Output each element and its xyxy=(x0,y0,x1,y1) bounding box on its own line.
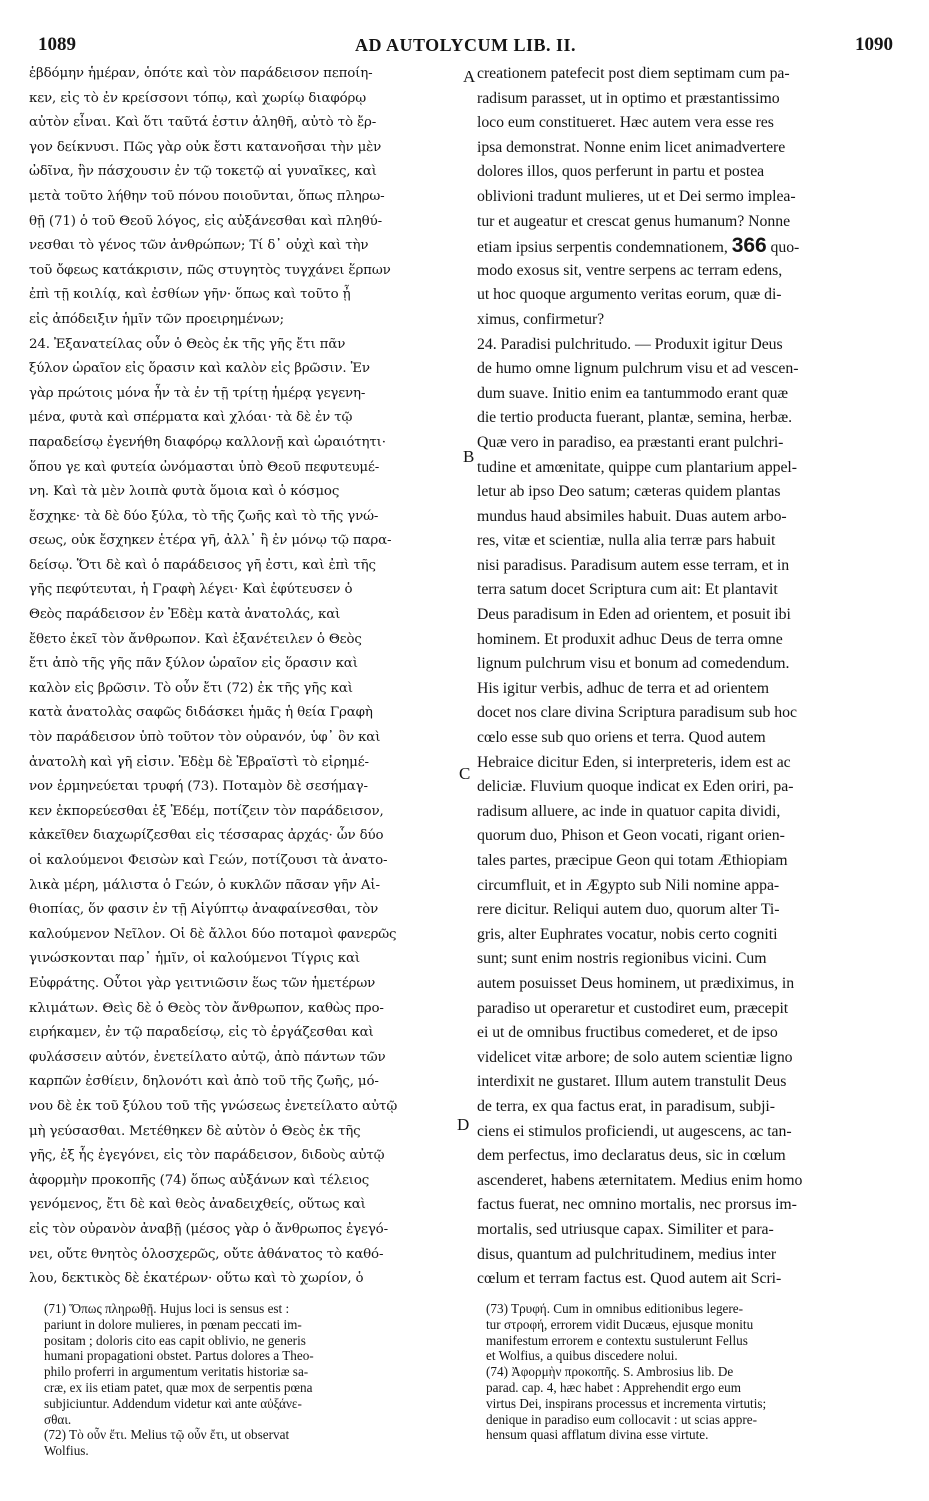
greek-text-line: κατὰ ἀνατολὰς σαφῶς διδάσκει ἡμᾶς ἡ θεία Γραφὴ xyxy=(29,705,373,721)
latin-text-line: gris, alter Euphrates vocatur, nobis certo cogniti xyxy=(477,925,778,943)
latin-text-line: deliciæ. Fluvium quoque indicat ex Eden oriri, pa- xyxy=(477,778,794,796)
greek-text-column xyxy=(29,62,461,1287)
latin-text-line: radisum parasset, ut in optimo et præstantissimo xyxy=(477,89,780,107)
page-number-left: 1089 xyxy=(38,34,76,55)
column-number-marker: 366 xyxy=(731,234,767,258)
greek-text-line: νον ἑρμηνεύεται τρυφή (73). Ποταμὸν δὲ σεσήμαγ- xyxy=(29,779,368,795)
latin-text-line: mortalis, sed utriusque capax. Similiter et para- xyxy=(477,1220,774,1238)
footnote-line: manifestum errorem e contextu sustulerunt Fellus xyxy=(486,1332,748,1348)
latin-text-line: cœlo esse sub quo oriens et terra. Quod autem xyxy=(477,729,766,747)
latin-text-line: modo exosus sit, ventre serpens ac terram edens, xyxy=(477,261,783,279)
latin-text-line: sunt; sunt enim nostris regionibus vicini. Cum xyxy=(477,950,767,968)
latin-text-line: nisi paradisus. Paradisum autem esse terram, et in xyxy=(477,556,790,574)
margin-letter-a: A xyxy=(463,67,476,86)
greek-text-line: ὅπου γε καὶ φυτεία ὠνόμασται ὑπὸ Θεοῦ πεφυτευμέ- xyxy=(29,459,380,475)
latin-text-line: videlicet vitæ arbore; de solo autem scientiæ ligno xyxy=(477,1048,793,1066)
greek-text-line: σεως, οὐκ ἔσχηκεν ἑτέρα γῆ, ἀλλ᾽ ἢ ἐν μόνῳ τῷ παρα- xyxy=(29,533,392,549)
greek-text-line: νει, οὔτε θνητὸς ὁλοσχερῶς, οὔτε ἀθάνατος τὸ καθό- xyxy=(29,1246,384,1262)
latin-text-line: die tertio producta fuerant, plantæ, semina, herbæ. xyxy=(477,409,793,427)
latin-text-line: ipsa demonstrat. Nonne enim licet animadvertere xyxy=(477,138,786,156)
greek-text-line: γὰρ πρώτοις μόνα ἦν τὰ ἐν τῇ τρίτῃ ἡμέρᾳ γεγενη- xyxy=(29,385,366,401)
footnote-line: σθαι. xyxy=(44,1411,72,1427)
greek-text-line: ἀνατολὴ καὶ γῆ εἰσιν. Ἐδὲμ δὲ Ἑβραϊστὶ τὸ εἰρημέ- xyxy=(29,754,369,770)
latin-text-line: Hebraice dicitur Eden, si interpreteris, idem est ac xyxy=(477,753,791,771)
greek-text-line: λου, δεκτικὸς δὲ ἑκατέρων· οὕτω καὶ τὸ χωρίον, ὁ xyxy=(29,1271,364,1287)
greek-text-line: κεν ἐκπορεύεσθαι ἐξ Ἐδέμ, ποτίζειν τὸν παράδεισον, xyxy=(29,803,384,819)
latin-text-line: ciens ei stimulos proficiendi, ut augescens, ac tan- xyxy=(477,1122,792,1140)
greek-text-line: γῆς, ἐξ ἧς ἐγεγόνει, εἰς τὸν παράδεισον, διδοὺς αὐτῷ xyxy=(29,1148,385,1164)
greek-text-line: λικὰ μέρη, μάλιστα ὁ Γεών, ὁ κυκλῶν πᾶσαν γῆν Αἰ- xyxy=(29,877,380,893)
latin-text-line: res, vitæ et scientiæ, nulla alia terræ pars habuit xyxy=(477,532,776,550)
latin-text-line: terra satum docet Scriptura cum ait: Et plantavit xyxy=(477,581,778,599)
greek-text-line: ξύλον ὡραῖον εἰς ὅρασιν καὶ καλὸν εἰς βρῶσιν. Ἐν xyxy=(29,361,370,377)
greek-text-line: ἐπὶ τῇ κοιλίᾳ, καὶ ἐσθίων γῆν· ὅπως καὶ τοῦτο ᾖ xyxy=(29,287,351,303)
greek-text-line: καλὸν εἰς βρῶσιν. Τὸ οὖν ἔτι (72) ἐκ τῆς γῆς καὶ xyxy=(29,680,353,696)
greek-text-line: μένα, φυτὰ καὶ σπέρματα καὶ χλόαι· τὰ δὲ ἐν τῷ xyxy=(29,410,353,426)
footnote-line: subjiciuntur. Addendum videtur καὶ ante αὐξάνε- xyxy=(44,1395,302,1411)
greek-text-line: γῆς πεφύτευται, ἡ Γραφὴ λέγει· Καὶ ἐφύτευσεν ὁ xyxy=(29,582,353,598)
greek-text-line: μὴ γεύσασθαι. Μετέθηκεν δὲ αὐτὸν ὁ Θεὸς ἐκ τῆς xyxy=(29,1123,361,1139)
page-number-right: 1090 xyxy=(855,34,893,55)
greek-text-line: οἱ καλούμενοι Φεισὼν καὶ Γεών, ποτίζουσι τὰ ἀνατο- xyxy=(29,853,388,868)
running-title: AD AUTOLYCUM LIB. II. xyxy=(354,35,577,55)
latin-text-line: tudine et amœnitate, quippe cum plantarium appel- xyxy=(477,458,797,476)
margin-letter-c: C xyxy=(459,764,471,783)
greek-text-line: γον δείκνυσι. Πῶς γὰρ οὐκ ἔστι κατανοῆσαι τὴν μὲν xyxy=(29,139,382,155)
latin-text-line: dolores illos, quos perferunt in partu et postea xyxy=(477,163,765,181)
greek-text-line: παραδείσῳ ἐγενήθη διαφόρῳ καλλονῇ καὶ ὡραιότητι· xyxy=(29,434,386,450)
greek-text-line: θῇ (71) ὁ τοῦ Θεοῦ λόγος, εἰς αὐξάνεσθαι καὶ πληθύ- xyxy=(29,213,382,229)
greek-text-line: Θεὸς παράδεισον ἐν Ἐδὲμ κατὰ ἀνατολάς, καὶ xyxy=(29,607,341,623)
latin-text-line: dem perfectus, imo declaratus deus, sic in cœlum xyxy=(477,1147,786,1165)
greek-text-line: εἰς τὸν οὐρανὸν ἀναβῇ (μέσος γὰρ ὁ ἄνθρωπος ἐγεγό- xyxy=(29,1221,388,1237)
footnote-line: pariunt in dolore mulieres, in pœnam peccati im- xyxy=(44,1316,302,1332)
footnote-line: cræ, ex iis etiam patet, quæ mox de serpentis pœna xyxy=(44,1379,313,1395)
running-header xyxy=(38,34,893,58)
margin-letter-d: D xyxy=(457,1115,470,1134)
latin-text-line: letur ab ipso Deo satum; cæteras quidem plantas xyxy=(477,483,781,501)
latin-text-line: ximus, confirmetur? xyxy=(477,310,605,328)
latin-text-line: oblivioni tradunt mulieres, ut et Dei sermo impleа- xyxy=(477,187,796,205)
greek-text-line: νη. Καὶ τὰ μὲν λοιπὰ φυτὰ ὅμοια καὶ ὁ κόσμος xyxy=(29,484,340,500)
greek-text-line: καρπῶν ἐσθίειν, δηλονότι καὶ ἀπὸ τοῦ τῆς ζωῆς, μό- xyxy=(29,1074,379,1090)
greek-text-line: νου δὲ ἐκ τοῦ ξύλου τοῦ τῆς γνώσεως ἐνετείλατο αὐτῷ xyxy=(29,1098,398,1114)
latin-text-line: tales partes, præcipue Geon qui totam Æthiopiam xyxy=(477,852,788,869)
greek-text-line: γινώσκονται παρ᾽ ἡμῖν, οἱ καλούμενοι Τίγρις καὶ xyxy=(29,951,360,967)
latin-text-line: Deus paradisum in Eden ad orientem, et posuit ibi xyxy=(477,606,791,624)
footnote-line: hensum quasi afflatum divina esse virtute. xyxy=(486,1427,709,1443)
greek-text-line: κἀκεῖθεν διαχωρίζεσθαι εἰς τέσσαρας ἀρχάς· ὧν δύο xyxy=(29,828,384,844)
footnote-line: (72) Τὸ οὖν ἔτι. Melius τῷ οὖν ἔτι, ut observat xyxy=(44,1427,290,1443)
footnote-line: Wolfius. xyxy=(44,1443,89,1459)
margin-letter-b: B xyxy=(463,447,475,466)
greek-text-line: 24. Ἐξανατείλας οὖν ὁ Θεὸς ἐκ τῆς γῆς ἔτι πᾶν xyxy=(29,336,346,352)
latin-text-line: ei ut de omnibus fructibus comederet, et de ipso xyxy=(477,1024,778,1042)
footnote-line: (73) Τρυφή. Cum in omnibus editionibus legere- xyxy=(486,1301,744,1316)
footnote-line: tur στροφή, errorem vidit Ducæus, ejusque monitu xyxy=(486,1316,754,1332)
footnote-line: virtus Dei, inspirans processus et incrementa virtutis; xyxy=(486,1395,767,1411)
latin-text-line: ut hoc quoque argumento veritas eorum, quæ di- xyxy=(477,286,782,304)
latin-text-line: hominem. Et produxit adhuc Deus de terra omne xyxy=(477,630,783,648)
greek-text-line: ἔθετο ἐκεῖ τὸν ἄνθρωπον. Καὶ ἐξανέτειλεν ὁ Θεὸς xyxy=(29,631,362,647)
greek-text-line: τοῦ ὄφεως κατάκρισιν, πῶς στυγητὸς τυγχάνει ἕρπων xyxy=(29,262,391,278)
latin-text-line: factus fuerat, nec omnino mortalis, nec prorsus im- xyxy=(477,1196,797,1214)
footnote-line: positam ; doloris cito eas capit oblivio, ne generis xyxy=(44,1332,306,1348)
latin-text-line: Quæ vero in paradiso, ea præstanti erant pulchri- xyxy=(477,433,784,451)
footnotes-right xyxy=(486,1301,894,1491)
greek-text-line: κεν, εἰς τὸ ἐν κρείσσονι τόπῳ, καὶ χωρίῳ διαφόρῳ xyxy=(29,90,366,106)
latin-text-line: loco eum constitueret. Hæc autem vera esse res xyxy=(477,114,774,132)
greek-text-line: φυλάσσειν αὐτόν, ἐνετείλατο αὐτῷ, ἀπὸ πάντων τῶν xyxy=(29,1049,386,1065)
footnote-line: parad. cap. 4, hæc habet : Apprehendit ergo eum xyxy=(486,1379,741,1395)
latin-text-line: circumfluit, et in Ægypto sub Nili nomine appa- xyxy=(477,876,780,894)
latin-text-line: de terra, ex qua factus erat, in paradisum, subji- xyxy=(477,1097,775,1115)
footnote-line: denique in paradiso eum collocavit : ut scias appre- xyxy=(486,1411,757,1427)
latin-text-line: quorum duo, Phison et Geon vocati, rigant orien- xyxy=(477,827,785,845)
greek-text-line: δείσῳ. Ὅτι δὲ καὶ ὁ παράδεισος γῆ ἐστι, καὶ ἐπὶ τῆς xyxy=(29,557,376,573)
latin-text-line: creationem patefecit post diem septimam cum pa- xyxy=(477,65,790,82)
greek-text-line: κλιμάτων. Θεὶς δὲ ὁ Θεὸς τὸν ἄνθρωπον, καθὼς προ- xyxy=(29,1000,384,1016)
latin-text-line: ascenderet, habens æternitatem. Medius enim homo xyxy=(477,1171,803,1189)
greek-text-line: ἔσχηκε· τὰ δὲ δύο ξύλα, τὸ τῆς ζωῆς καὶ τὸ τῆς γνώ- xyxy=(29,508,379,524)
latin-text-line: disus, quantum ad pulchritudinem, medius inter xyxy=(477,1245,777,1263)
greek-text-line: Εὐφράτης. Οὗτοι γὰρ γειτνιῶσιν ἕως τῶν ἡμετέρων xyxy=(29,975,376,991)
latin-text-line: radisum alluere, ac inde in quatuor capita dividi, xyxy=(477,802,781,820)
greek-text-line: καλούμενον Νεῖλον. Οἱ δὲ ἄλλοι δύο ποταμοὶ φανερῶς xyxy=(29,926,397,942)
greek-text-line: εἰς ἀπόδειξιν ἡμῖν τῶν προειρημένων; xyxy=(29,311,284,327)
greek-text-line: αὐτὸν εἶναι. Καὶ ὅτι ταῦτά ἐστιν ἀληθῆ, αὐτὸ τὸ ἔρ- xyxy=(29,115,377,131)
greek-text-line: τὸν παράδεισον ὑπὸ τοῦτον τὸν οὐρανόν, ὑφ᾽ ὃν καὶ xyxy=(29,730,381,746)
footnote-line: (74) Ἀφορμὴν προκοπῆς. S. Ambrosius lib. De xyxy=(486,1364,734,1380)
greek-text-line: μετὰ τοῦτο λήθην τοῦ πόνου ποιοῦνται, ὅπως πληρω- xyxy=(29,188,385,204)
latin-text-line: cœlum et terram factus est. Quod autem ait Scri- xyxy=(477,1270,782,1287)
latin-text-line: de humo omne lignum pulchrum visu et ad vescen- xyxy=(477,360,799,378)
latin-text-line: autem posuisset Deus hominem, ut prædiximus, in xyxy=(477,974,795,992)
latin-text-line: interdixit ne gustaret. Illum autem transtulit Deus xyxy=(477,1073,787,1091)
greek-text-line: θιοπίας, ὅν φασιν ἐν τῇ Αἰγύπτῳ ἀναφαίνεσθαι, τὸν xyxy=(29,902,379,918)
footnote-line: humani propagationi obstet. Partus dolores a Theo- xyxy=(44,1348,314,1364)
greek-text-line: γενόμενος, ἔτι δὲ καὶ θεὸς ἀναδειχθείς, οὕτως καὶ xyxy=(29,1197,366,1213)
latin-text-line: etiam ipsius serpentis condemnationem, 366 quo- xyxy=(477,234,800,258)
latin-text-line: rere dicitur. Reliqui autem duo, quorum alter Ti- xyxy=(477,901,780,919)
footnote-line: philo proferri in argumentum veritatis historiæ sa- xyxy=(44,1364,309,1380)
latin-text-line: tur et augeatur et crescat genus humanum? Nonne xyxy=(477,212,791,230)
latin-text-line: lignum pulchrum visu et bonum ad comedendum. xyxy=(477,655,790,673)
greek-text-line: ειρήκαμεν, ἐν τῷ παραδείσῳ, εἰς τὸ ἐργάζεσθαι καὶ xyxy=(29,1025,374,1041)
footnote-line: (71) Ὅπως πληρωθῇ. Hujus loci is sensus est : xyxy=(44,1301,290,1316)
latin-text-line: mundus haud absimiles habuit. Duas autem arbo- xyxy=(477,507,787,525)
latin-text-line: dum suave. Initio enim ea tantummodo erant quæ xyxy=(477,384,788,402)
greek-text-line: νεσθαι τὸ γένος τῶν ἀνθρώπων; Τί δ᾽ οὐχὶ καὶ τὴν xyxy=(29,238,369,254)
latin-text-line: docet nos clare divina Scriptura paradisum sub hoc xyxy=(477,704,797,722)
latin-text-line: paradiso ut operaretur et custodiret eum, præcepit xyxy=(477,999,789,1017)
latin-text-line: His igitur verbis, adhuc de terra et ad orientem xyxy=(477,679,769,697)
footnote-line: et Wolfius, a quibus discedere nolui. xyxy=(486,1348,678,1364)
greek-text-line: ἑβδόμην ἡμέραν, ὁπότε καὶ τὸν παράδεισον πεποίη- xyxy=(29,66,373,81)
greek-text-line: ὠδῖνα, ἣν πάσχουσιν ἐν τῷ τοκετῷ αἱ γυναῖκες, καὶ xyxy=(29,164,377,180)
greek-text-line: ἀφορμὴν προκοπῆς (74) ὅπως αὐξάνων καὶ τέλειος xyxy=(29,1172,370,1188)
footnotes-left xyxy=(44,1301,461,1491)
latin-text-column xyxy=(477,62,897,1287)
greek-text-line: ἔτι ἀπὸ τῆς γῆς πᾶν ξύλον ὡραῖον εἰς ὅρασιν καὶ xyxy=(29,656,358,672)
latin-text-line: 24. Paradisi pulchritudo. — Produxit igitur Deus xyxy=(477,335,783,353)
